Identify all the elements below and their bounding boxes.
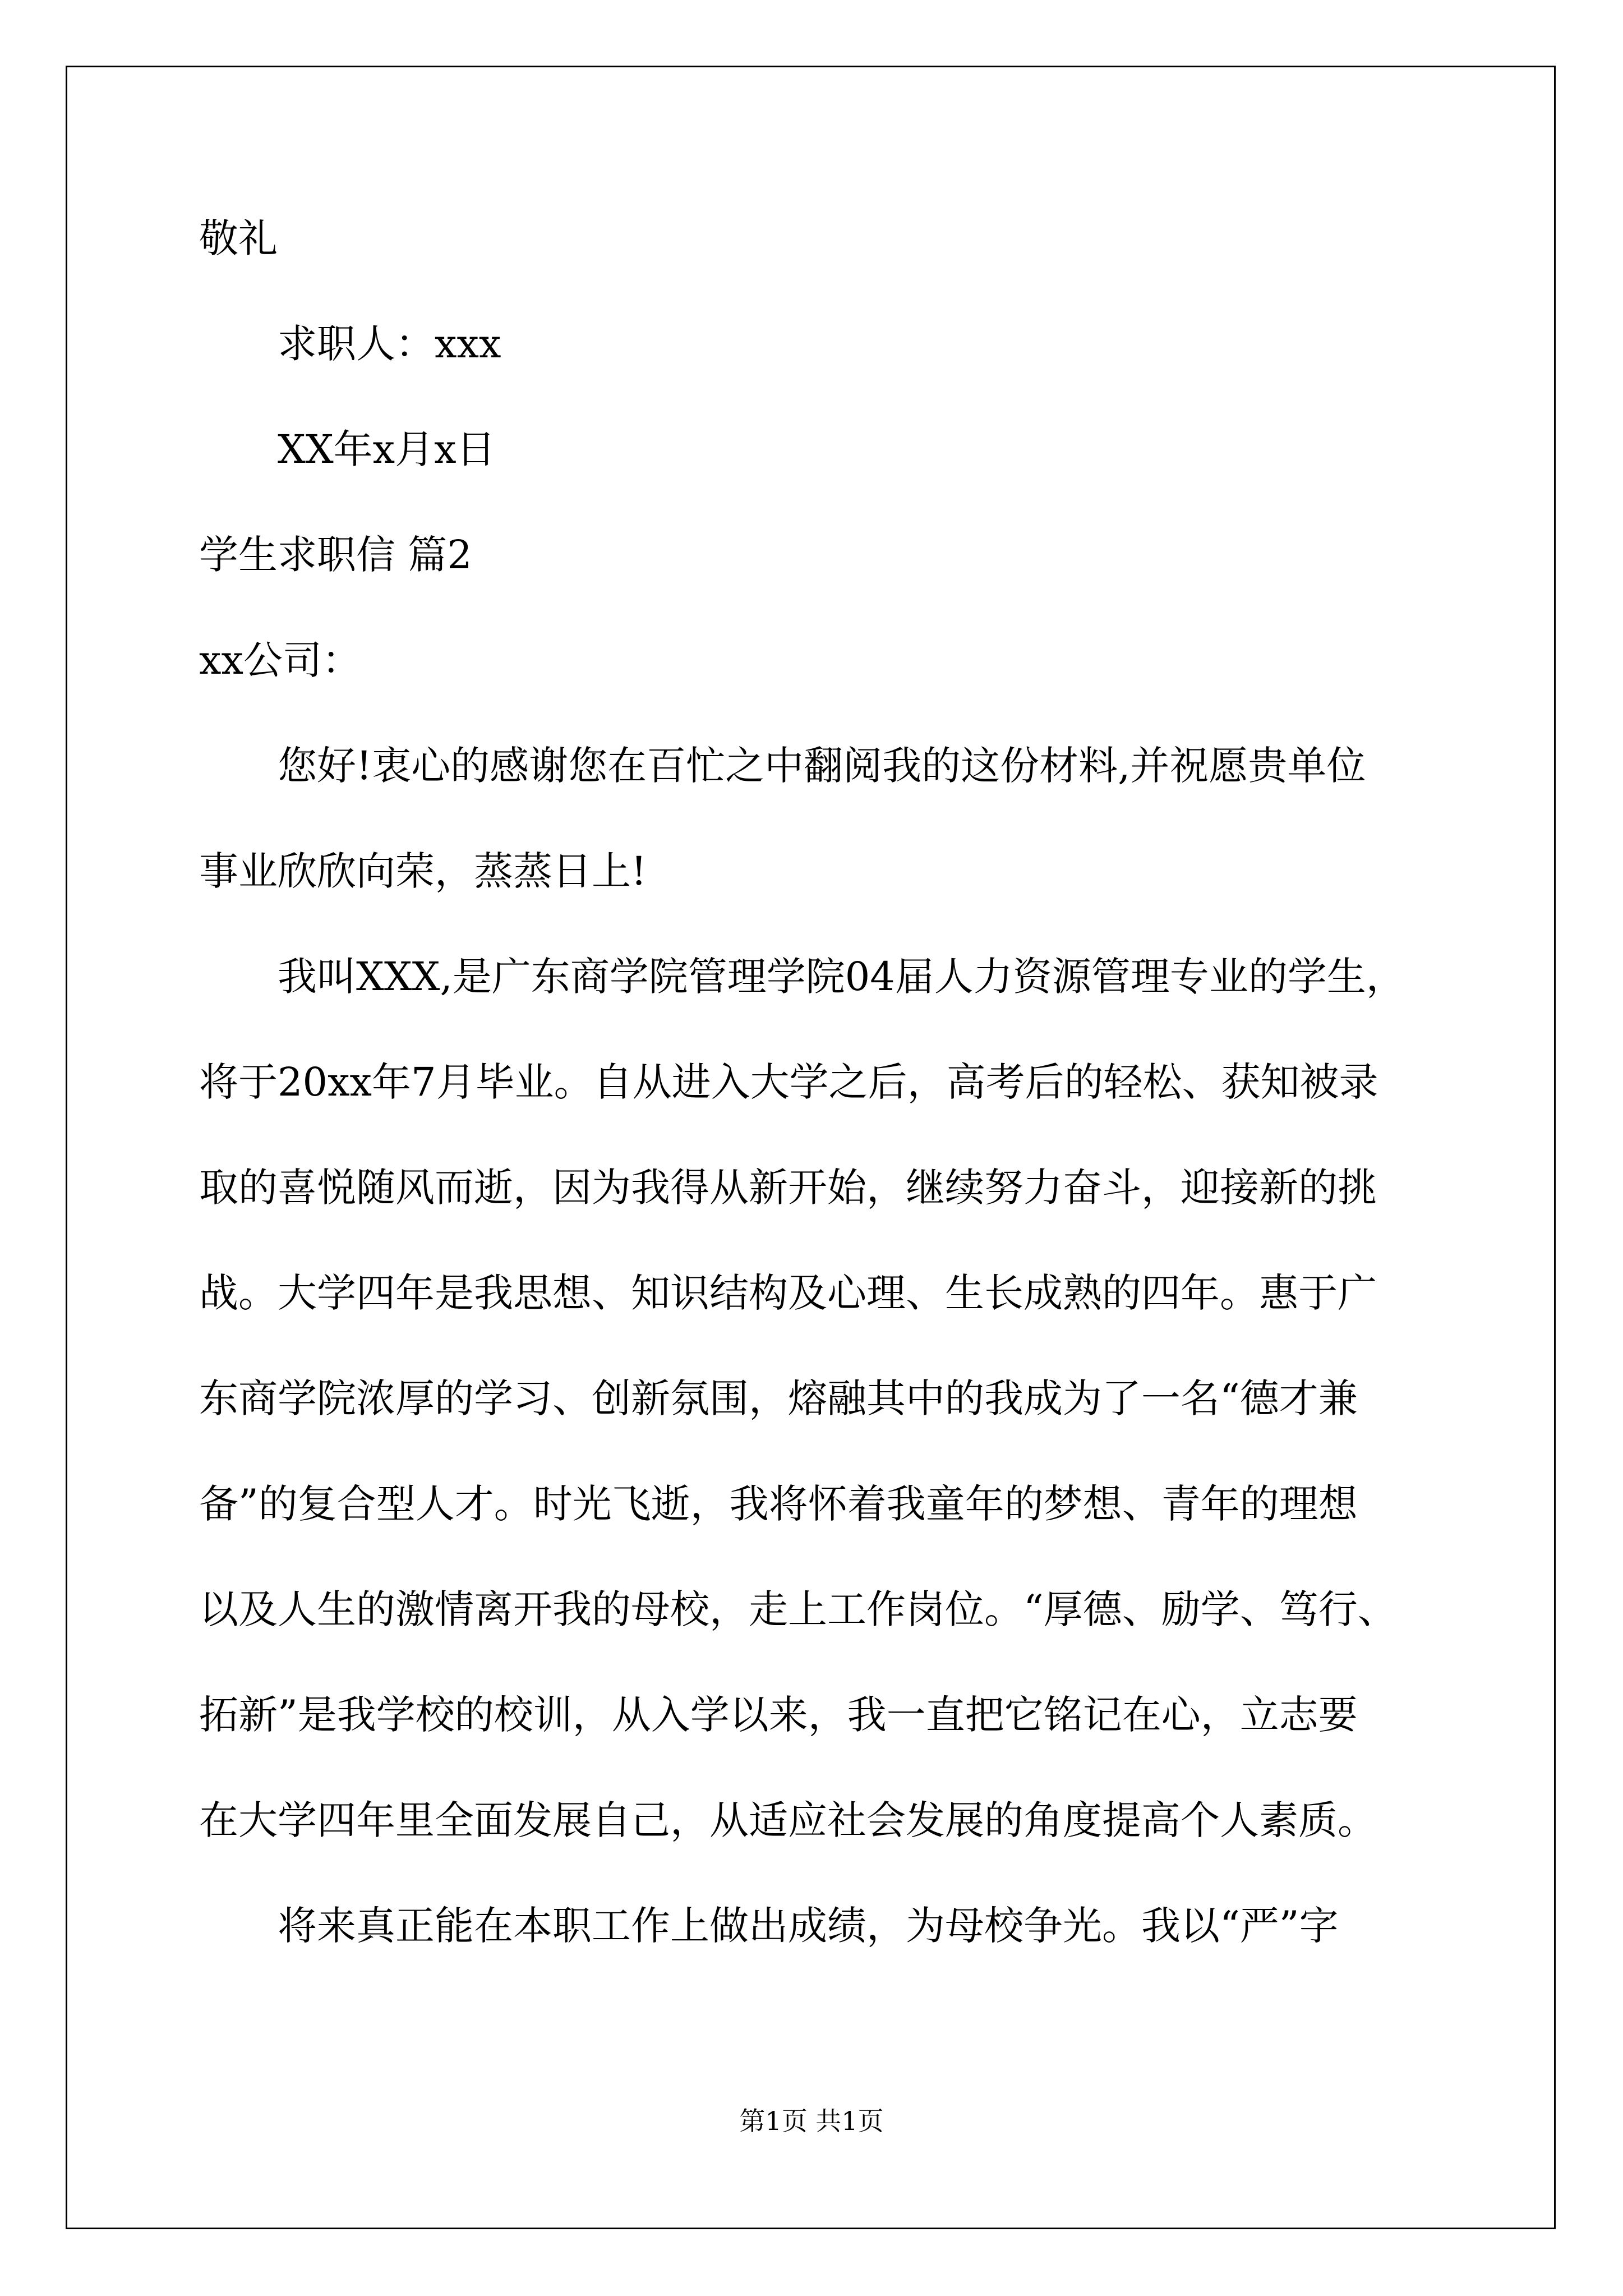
paragraph-line: 以及人生的激情离开我的母校，走上工作岗位。“厚德、励学、笃行、 xyxy=(199,1586,1397,1632)
applicant-line: 求职人：xxx xyxy=(278,321,501,367)
date-line: XX年x月x日 xyxy=(278,426,496,472)
paragraph-line: 东商学院浓厚的学习、创新氛围，熔融其中的我成为了一名“德才兼 xyxy=(199,1375,1358,1421)
salutation-line: xx公司： xyxy=(199,637,361,683)
paragraph-line: 将于20xx年7月毕业。自从进入大学之后，高考后的轻松、获知被录 xyxy=(199,1059,1378,1105)
closing-line: 敬礼 xyxy=(199,215,278,261)
paragraph-line: 事业欣欣向荣，蒸蒸日上! xyxy=(199,848,647,894)
page-number-footer: 第1页 共1页 xyxy=(739,2106,884,2136)
paragraph-line: 取的喜悦随风而逝，因为我得从新开始，继续努力奋斗，迎接新的挑 xyxy=(199,1165,1377,1211)
paragraph-line: 在大学四年里全面发展自己，从适应社会发展的角度提高个人素质。 xyxy=(199,1797,1377,1843)
section-title: 学生求职信 篇2 xyxy=(199,532,472,578)
paragraph-line: 将来真正能在本职工作上做出成绩，为母校争光。我以“严”字 xyxy=(278,1903,1339,1949)
paragraph-line: 备”的复合型人才。时光飞逝，我将怀着我童年的梦想、青年的理想 xyxy=(199,1481,1358,1527)
paragraph-line: 您好!衷心的感谢您在百忙之中翻阅我的这份材料,并祝愿贵单位 xyxy=(278,743,1366,789)
paragraph-line: 战。大学四年是我思想、知识结构及心理、生长成熟的四年。惠于广 xyxy=(199,1270,1377,1316)
paragraph-line: 我叫XXX,是广东商学院管理学院04届人力资源管理专业的学生， xyxy=(278,954,1405,1000)
paragraph-line: 拓新”是我学校的校训，从入学以来，我一直把它铭记在心，立志要 xyxy=(199,1692,1358,1738)
